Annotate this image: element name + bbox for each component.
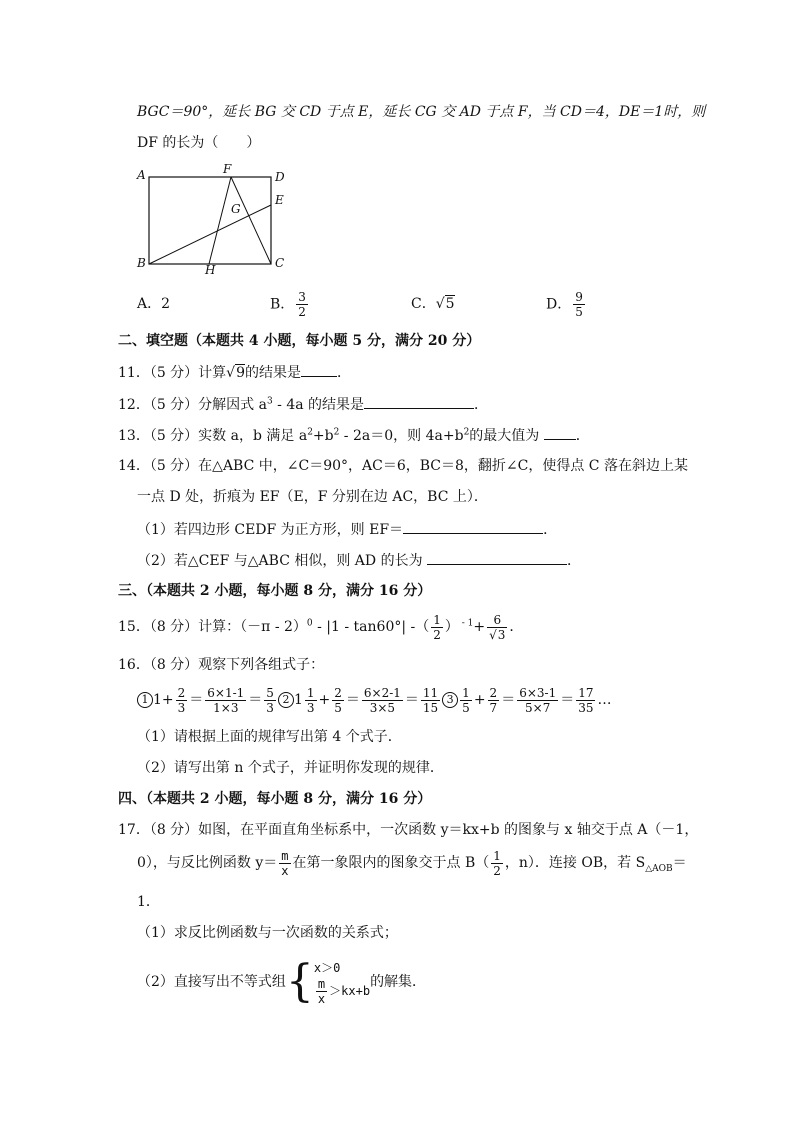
q17-part1: （1）求反比例函数与一次函数的关系式； [137, 925, 398, 941]
label-a: A [137, 168, 146, 182]
q16-part2: （2）请写出第 n 个式子，并证明你发现的规律． [137, 760, 444, 776]
q11-answer-blank[interactable] [301, 362, 337, 377]
q16-head: 16．（8 分）观察下列各组式子： [118, 657, 325, 673]
q14-part1-blank[interactable] [403, 519, 543, 534]
option-c[interactable]: C．√5 [411, 296, 455, 312]
q17-line2: 0），与反比例函数 y＝ $\frac{m}{x}$ 在第一象限内的图象交于点 B（ $\frac{1}{2}$ ，n）．连接 OB，若 $S_{\triangle AOB}=$ [137, 848, 687, 878]
label-d: D [275, 170, 285, 184]
segment-fh [209, 177, 231, 264]
segment-cf [231, 177, 271, 264]
option-b[interactable]: B． $\frac{3}{2}$ [270, 290, 306, 319]
q15: 15．（8 分）计算：$(-\pi - 2)^0 - |1 - \tan 60^\circ|$ -（ $\frac{1}{2}$ ） $^{- 1}$+ $\frac{6}{√3}$ ． [118, 612, 524, 642]
q17-line3: 1． [137, 894, 160, 910]
inequality-system: x＞0 $\frac{m}{x}$ ＞kx+b [313, 960, 371, 1006]
option-a[interactable]: A．2 [137, 296, 171, 312]
q16-expressions: 1 1+ $\frac{2}{3}$ ＝ $\frac{6\times 1-1}{1\times 3}$ ＝ $\frac{5}{3}$ 2 1 $\frac{1}{3}$ + $\frac{2}{5}$ ＝ $\frac{6\times 2-1}{3\times 5}$ ＝ $\frac{11}{15}$ 3 $\frac{1}{5}$ + $\frac{2}{7}$ ＝ $\frac{6\times 3-1}{5\times 7}$ ＝ $\frac{17}{35}$ … [137, 683, 611, 717]
q16-part1: （1）请根据上面的规律写出第 4 个式子． [137, 729, 402, 745]
q14-part1: （1）若四边形 CEDF 为正方形，则 EF＝ ． [137, 519, 557, 540]
segment-be [149, 205, 271, 264]
q13-answer-blank[interactable] [544, 425, 576, 440]
q12-answer-blank[interactable] [364, 394, 474, 409]
rectangle-figure [135, 163, 315, 275]
option-d[interactable]: D． $\frac{9}{5}$ [546, 290, 583, 319]
label-b: B [137, 256, 146, 270]
label-e: E [275, 193, 284, 207]
q10-line1: BGC＝90°，延长 BG 交 CD 于点 E，延长 CG 交 AD 于点 F，当 CD＝4，DE＝1时，则 [137, 104, 706, 120]
section-2-title: 二、填空题（本题共 4 小题，每小题 5 分，满分 20 分） [118, 333, 481, 349]
q11: 11．（5 分）计算√9的结果是 ． [118, 362, 351, 383]
label-g: G [231, 202, 241, 216]
q14-part2-blank[interactable] [427, 550, 567, 565]
rectangle-abcd [149, 177, 271, 264]
system-brace: { [285, 956, 314, 1007]
q14-line1: 14．（5 分）在△ABC 中，∠C＝90°，AC＝6，BC＝8，翻折∠C，使得点 C 落在斜边上某 [118, 458, 688, 474]
q14-line2: 一点 D 处，折痕为 EF（E，F 分别在边 AC，BC 上）． [137, 489, 488, 505]
q17-line1: 17．（8 分）如图，在平面直角坐标系中，一次函数 y＝kx+b 的图象与 x 轴交于点 A（－1， [118, 822, 699, 838]
q14-part2: （2）若△CEF 与△ABC 相似，则 AD 的长为 ． [137, 550, 581, 571]
section-4-title: 四、（本题共 2 小题，每小题 8 分，满分 16 分） [118, 791, 432, 807]
q17-part2: （2）直接写出不等式组{ x＞0 $\frac{m}{x}$ ＞kx+b 的解集． [137, 956, 427, 1007]
q12: 12．（5 分）分解因式 $a^3 - 4a$ 的结果是 ． [118, 394, 488, 415]
label-c: C [275, 256, 285, 270]
section-3-title: 三、（本题共 2 小题，每小题 8 分，满分 16 分） [118, 583, 432, 599]
q10-line2: DF 的长为（ ） [137, 135, 261, 151]
q13: 13．（5 分）实数 a，b 满足 $a^2+b^2 - 2a=0$，则 $4a+b^2$的最大值为 ． [118, 425, 590, 446]
label-h: H [205, 263, 216, 275]
label-f: F [223, 163, 232, 176]
